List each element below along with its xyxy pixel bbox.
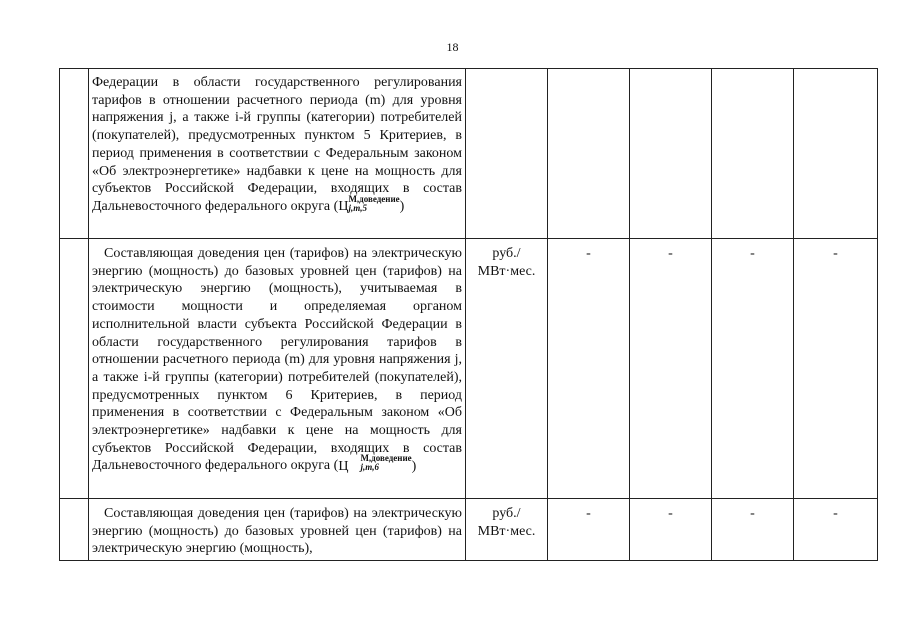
- page-number: 18: [446, 40, 459, 54]
- unit-cell: руб./ МВт·мес.: [466, 239, 548, 499]
- formula: Ц М,доведение j,m,6 ): [338, 453, 417, 474]
- value-cell: -: [794, 499, 878, 561]
- description-text: Федерации в области государственного регулирования тарифов в отношении расчетного периода (m) для уровня напряжения j, а также i-й группы (категории) потребителей (покупателей), предусмотренных пунктом 5 Критериев, в период применения в соответствии с Федеральным законом «Об электроэнергетике» надбавки к цене на мощность для субъектов Российской Федерации, входящих в состав Дальневосточного федерального округа (Ц М,доведение j,m,5 ): [92, 75, 462, 215]
- row-number-cell: [60, 499, 89, 561]
- value-cell: [712, 69, 794, 239]
- description-cell: [89, 239, 466, 499]
- description-cell: [89, 499, 466, 561]
- table-row: [60, 69, 878, 239]
- value-cell: [794, 69, 878, 239]
- value-cell: [548, 69, 630, 239]
- row-number-cell: [60, 69, 89, 239]
- description-text: Составляющая доведения цен (тарифов) на электрическую энергию (мощность) до базовых уровней цен (тарифов) на электрическую энергию (мощность), учитываемая в стоимости мощности и определяемая органом исполнительной власти субъекта Российской Федерации в области государственного регулирования тарифов в отношении расчетного периода (m) для уровня напряжения j, а также i-й группы (категории) потребителей (покупателей), предусмотренных пунктом 6 Критериев, в период применения в соответствии с Федеральным законом «Об электроэнергетике» надбавки к цене на мощность для субъектов Российской Федерации, входящих в состав Дальневосточного федерального округа (Ц М,доведение j,m,6 ): [92, 246, 462, 474]
- value-cell: -: [630, 239, 712, 499]
- tariff-table: [59, 68, 878, 561]
- value-cell: -: [630, 499, 712, 561]
- value-cell: -: [712, 239, 794, 499]
- unit-cell: [466, 69, 548, 239]
- formula: Ц М,доведение j,m,5 ): [338, 193, 405, 215]
- description-text: Составляющая доведения цен (тарифов) на электрическую энергию (мощность) до базовых уровней цен (тарифов) на электрическую энергию (мощность),: [92, 506, 462, 557]
- value-cell: [630, 69, 712, 239]
- description-cell: [89, 69, 466, 239]
- row-number-cell: [60, 239, 89, 499]
- table-row: [60, 239, 878, 499]
- value-cell: -: [712, 499, 794, 561]
- unit-cell: руб./ МВт·мес.: [466, 499, 548, 561]
- value-cell: -: [794, 239, 878, 499]
- table-row: [60, 499, 878, 561]
- value-cell: -: [548, 239, 630, 499]
- value-cell: -: [548, 499, 630, 561]
